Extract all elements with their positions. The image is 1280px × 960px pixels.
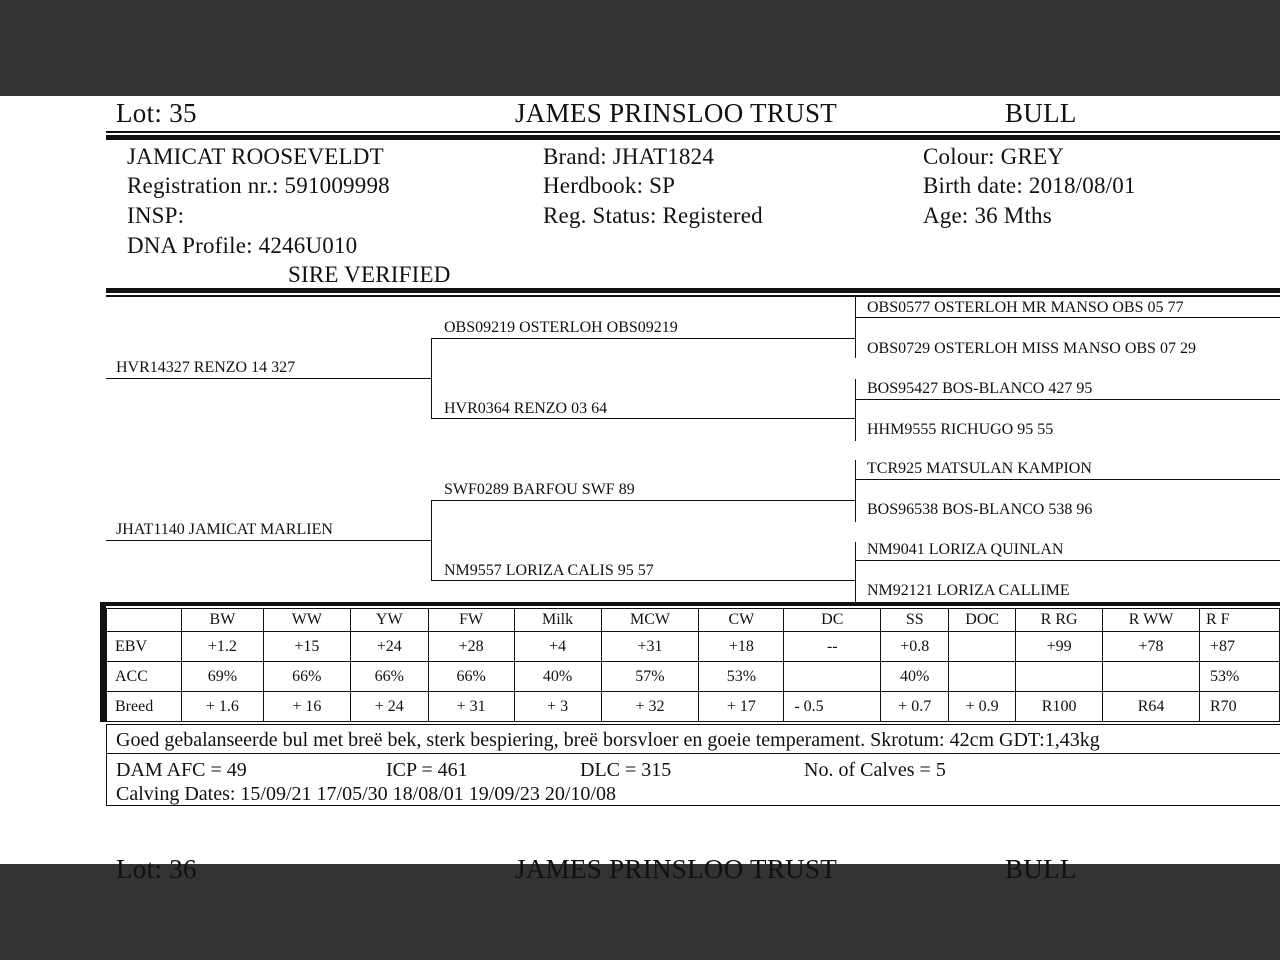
ggp-3: BOS95427 BOS-BLANCO 427 95 (867, 380, 1093, 397)
ebv-cell: +18 (699, 632, 784, 662)
catalogue-page (0, 96, 1280, 884)
dam-calves: No. of Calves = 5 (804, 759, 946, 781)
header-rule (106, 131, 1280, 133)
comment-left-rule (106, 724, 107, 806)
ebv-cell: +28 (428, 632, 514, 662)
breed-cell: + 0.9 (949, 692, 1016, 722)
ebv-header-cell: R RG (1016, 609, 1103, 632)
breed-row-label: Breed (107, 692, 182, 722)
ebv-cell: +0.8 (881, 632, 949, 662)
ebv-header-cell: R WW (1103, 609, 1200, 632)
breed-cell: R64 (1103, 692, 1200, 722)
acc-cell (1103, 662, 1200, 692)
breed-cell: + 31 (428, 692, 514, 722)
sd-line (431, 418, 855, 419)
acc-cell: 53% (699, 662, 784, 692)
info-rule-thick (106, 288, 1280, 293)
animal-comment: Goed gebalanseerde bul met breë bek, sterk bespiering, breë borsvloer en goeie temperament. Skrotum: 42cm GDT:1,43kg (116, 729, 1100, 751)
ebv-header-cell: FW (428, 609, 514, 632)
insp-field: INSP: (127, 203, 185, 228)
pedigree-sire: HVR14327 RENZO 14 327 (116, 359, 296, 376)
dam-line (106, 540, 431, 541)
ebv-header-cell: R F (1199, 609, 1279, 632)
dam-dlc: DLC = 315 (580, 759, 672, 781)
ebv-cell: +31 (601, 632, 699, 662)
lot-number: Lot: 35 (116, 98, 197, 128)
ds-line (431, 500, 855, 501)
pedigree-dam-sire: SWF0289 BARFOU SWF 89 (444, 481, 635, 498)
dd-bracket (855, 542, 856, 602)
pedigree-dam: JHAT1140 JAMICAT MARLIEN (116, 521, 333, 538)
ebv-header-cell: BW (181, 609, 263, 632)
breed-cell: - 0.5 (784, 692, 881, 722)
acc-cell: 57% (601, 662, 699, 692)
acc-cell: 40% (881, 662, 949, 692)
calving-dates: Calving Dates: 15/09/21 17/05/30 18/08/01 19/09/23 20/10/08 (116, 783, 616, 805)
breed-cell: R70 (1199, 692, 1279, 722)
ggp-1-line (855, 317, 1280, 318)
ds-bracket (855, 460, 856, 522)
dam-afc: DAM AFC = 49 (116, 759, 247, 781)
acc-cell: 53% (1199, 662, 1279, 692)
comment-top-rule (106, 724, 1280, 725)
acc-cell (949, 662, 1016, 692)
ebv-cell: +4 (514, 632, 601, 662)
ebv-header-cell: MCW (601, 609, 699, 632)
acc-cell: 66% (263, 662, 350, 692)
ggp-1: OBS0577 OSTERLOH MR MANSO OBS 05 77 (867, 299, 1184, 316)
acc-cell: 40% (514, 662, 601, 692)
sire-bracket (431, 338, 432, 419)
next-lot-number: Lot: 36 (116, 854, 197, 884)
reg-status: Reg. Status: Registered (543, 203, 763, 228)
breed-row (107, 692, 1280, 722)
acc-cell: 66% (428, 662, 514, 692)
acc-row (107, 662, 1280, 692)
ggp-2: OBS0729 OSTERLOH MISS MANSO OBS 07 29 (867, 340, 1196, 357)
ebv-cell: +24 (350, 632, 428, 662)
ebv-header-cell: CW (699, 609, 784, 632)
table-top-rule (100, 602, 1280, 606)
breed-cell: + 32 (601, 692, 699, 722)
ebv-cell: +15 (263, 632, 350, 662)
next-animal-category: BULL (1005, 854, 1077, 884)
dna-profile: DNA Profile: 4246U010 (127, 233, 358, 258)
ggp-4: HHM9555 RICHUGO 95 55 (867, 421, 1054, 438)
acc-cell (784, 662, 881, 692)
pedigree-sire-dam: HVR0364 RENZO 03 64 (444, 400, 608, 417)
ebv-cell: +99 (1016, 632, 1103, 662)
ebv-cell: +78 (1103, 632, 1200, 662)
birth-date: Birth date: 2018/08/01 (923, 173, 1136, 198)
ebv-header-cell: DC (784, 609, 881, 632)
colour: Colour: GREY (923, 144, 1065, 169)
ebv-row (107, 632, 1280, 662)
ggp-5: TCR925 MATSULAN KAMPION (867, 460, 1092, 477)
ss-bracket (855, 296, 856, 358)
breed-cell: + 0.7 (881, 692, 949, 722)
sire-verified-label: SIRE VERIFIED (288, 262, 451, 287)
ggp-7-line (855, 560, 1280, 561)
dam-bracket (431, 500, 432, 581)
breed-cell: + 17 (699, 692, 784, 722)
pedigree-dam-dam: NM9557 LORIZA CALIS 95 57 (444, 562, 654, 579)
ebv-header-cell (107, 609, 182, 632)
breed-cell: + 16 (263, 692, 350, 722)
ebv-row-label: EBV (107, 632, 182, 662)
seller-name: JAMES PRINSLOO TRUST (515, 98, 838, 128)
info-rule (106, 295, 1280, 297)
dam-bottom-rule (106, 805, 1280, 806)
header-rule-thick (106, 135, 1280, 140)
ebv-header-cell: DOC (949, 609, 1016, 632)
ebv-cell: +1.2 (181, 632, 263, 662)
comment-bottom-rule (106, 753, 1280, 754)
pedigree-sire-sire: OBS09219 OSTERLOH OBS09219 (444, 319, 678, 336)
ebv-header-cell: WW (263, 609, 350, 632)
ggp-5-line (855, 479, 1280, 480)
ebv-cell: -- (784, 632, 881, 662)
ss-line (431, 338, 855, 339)
acc-row-label: ACC (107, 662, 182, 692)
ggp-7: NM9041 LORIZA QUINLAN (867, 541, 1064, 558)
herdbook: Herdbook: SP (543, 173, 676, 198)
animal-name: JAMICAT ROOSEVELDT (127, 144, 384, 169)
breed-cell: R100 (1016, 692, 1103, 722)
sire-line (106, 378, 431, 379)
breed-cell: + 24 (350, 692, 428, 722)
next-seller-name: JAMES PRINSLOO TRUST (515, 854, 838, 884)
animal-category: BULL (1005, 98, 1077, 128)
ebv-header-row (107, 609, 1280, 632)
age: Age: 36 Mths (923, 203, 1052, 228)
sd-bracket (855, 379, 856, 441)
dd-line (431, 580, 855, 581)
ggp-8: NM92121 LORIZA CALLIME (867, 582, 1070, 599)
breed-cell: + 3 (514, 692, 601, 722)
ebv-header-cell: Milk (514, 609, 601, 632)
acc-cell (1016, 662, 1103, 692)
ggp-3-line (855, 399, 1280, 400)
breed-cell: + 1.6 (181, 692, 263, 722)
acc-cell: 69% (181, 662, 263, 692)
ebv-header-cell: SS (881, 609, 949, 632)
ebv-cell (949, 632, 1016, 662)
ebv-cell: +87 (1199, 632, 1279, 662)
dam-icp: ICP = 461 (386, 759, 468, 781)
ggp-6: BOS96538 BOS-BLANCO 538 96 (867, 501, 1093, 518)
registration-number: Registration nr.: 591009998 (127, 173, 390, 198)
brand: Brand: JHAT1824 (543, 144, 715, 169)
acc-cell: 66% (350, 662, 428, 692)
ebv-header-cell: YW (350, 609, 428, 632)
ebv-table (106, 608, 1280, 722)
